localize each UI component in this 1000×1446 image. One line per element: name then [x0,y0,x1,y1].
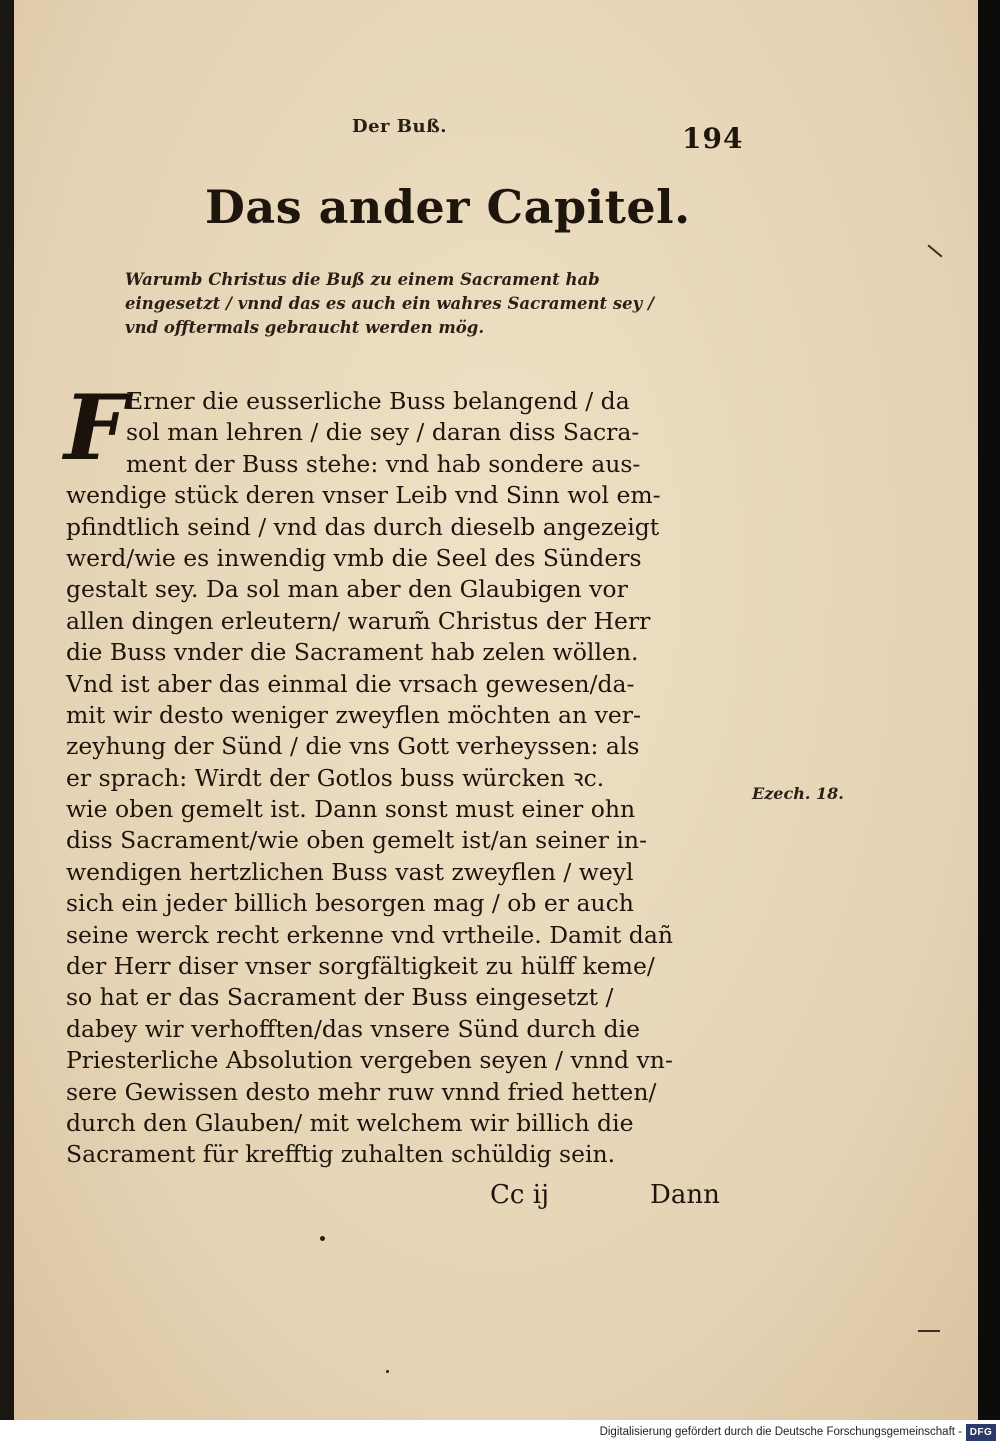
footer-credit: Digitalisierung gefördert durch die Deutsche Forschungsgemeinschaft - [599,1426,962,1438]
text-line: die Buss vnder die Sacrament hab zelen wöllen. [66,638,639,667]
text-line: werd/wie es inwendig vmb die Seel des Sünders [66,543,642,572]
text-line: diss Sacrament/wie oben gemelt ist/an seiner in- [66,826,648,855]
scan-left-edge [0,0,14,1420]
text-line: Erner die eusserliche Buss belangend / da [126,387,630,415]
text-line: pfindtlich seind / vnd das durch dieselb angezeigt [66,512,660,541]
chapter-title: Das ander Capitel. [205,180,691,234]
text-line: Priesterliche Absolution vergeben seyen / vnnd vn- [66,1046,673,1075]
text-line: seine werck recht erkenne vnd vrtheile. Damit dañ [66,920,673,949]
scan-right-edge [978,0,1000,1420]
text-line: wendige stück deren vnser Leib vnd Sinn wol em- [66,481,661,510]
summary-line: Warumb Christus die Buß zu einem Sacrament hab [125,270,600,289]
text-line: zeyhung der Sünd / die vns Gott verheyssen: als [66,732,640,761]
text-line: der Herr diser vnser sorgfältigkeit zu hülff keme/ [66,952,655,981]
decorated-initial: F [64,375,128,481]
text-line: dabey wir verhofften/das vnsere Sünd durch die [66,1014,640,1043]
chapter-summary [125,268,665,340]
ink-speck [320,1236,325,1241]
text-line: gestalt sey. Da sol man aber den Glaubigen vor [66,575,628,604]
text-line: mit wir desto weniger zweyflen möchten an ver- [66,700,641,729]
text-line: sol man lehren / die sey / daran diss Sacra- [126,418,640,447]
running-head: Der Buß. [352,116,448,137]
digitization-footer [0,1420,1000,1446]
text-line: er sprach: Wirdt der Gotlos buss würcken ꝛc. [66,763,605,792]
text-line: allen dingen erleutern/ warum̃ Christus der Herr [66,606,651,635]
book-page [14,0,978,1420]
signature-mark: Cc ij [490,1180,550,1210]
text-line: sere Gewissen desto mehr ruw vnnd fried hetten/ [66,1077,657,1106]
text-line: ment der Buss stehe: vnd hab sondere aus- [126,449,641,478]
catchword: Dann [650,1180,720,1210]
text-line: wie oben gemelt ist. Dann sonst must einer ohn [66,795,636,824]
summary-line: vnd offtermals gebraucht werden mög. [125,318,485,337]
text-line: sich ein jeder billich besorgen mag / ob er auch [66,889,634,918]
marginal-note: Ezech. 18. [752,784,844,803]
text-line: wendigen hertzlichen Buss vast zweyflen / weyl [66,857,634,886]
dfg-logo: DFG [966,1424,996,1441]
summary-line: eingesetzt / vnnd das es auch ein wahres Sacrament sey / [125,294,654,313]
page-number: 194 [682,122,744,155]
text-line: Vnd ist aber das einmal die vrsach gewesen/da- [66,669,635,698]
ink-speck [386,1370,389,1373]
page-crease-mark [927,244,942,257]
text-line: durch den Glauben/ mit welchem wir billich die [66,1108,634,1137]
text-line: Sacrament für krefftig zuhalten schüldig sein. [66,1140,616,1169]
body-text [66,386,746,1171]
page-crease-mark [918,1330,940,1332]
text-line: so hat er das Sacrament der Buss eingesetzt / [66,983,614,1012]
